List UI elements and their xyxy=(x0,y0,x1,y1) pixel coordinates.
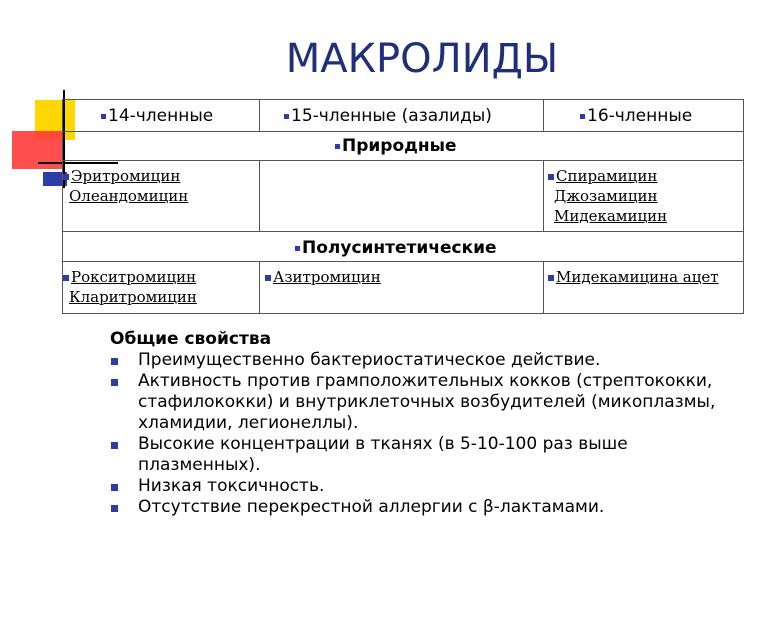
bullet-icon xyxy=(295,246,300,251)
semi-16-drugs xyxy=(548,267,719,287)
natural-16-drugs xyxy=(548,166,667,226)
property-item xyxy=(110,350,750,371)
bullet-icon xyxy=(580,114,585,119)
drug-link[interactable]: Джозамицин xyxy=(554,187,658,205)
header-14-membered xyxy=(101,106,213,126)
bullet-icon xyxy=(101,114,106,119)
header-15-membered xyxy=(284,106,492,126)
table-divider xyxy=(259,160,260,231)
macrolides-table xyxy=(62,99,744,314)
bullet-icon xyxy=(111,505,118,512)
bullet-icon xyxy=(284,114,289,119)
semi-14-drugs xyxy=(63,267,197,307)
drug-link[interactable]: Азитромицин xyxy=(273,268,381,286)
drug-link[interactable]: Рокситромицин xyxy=(71,268,197,286)
natural-section-label xyxy=(335,136,457,156)
semisynthetic-section-label xyxy=(295,238,497,258)
drug-link[interactable]: Спирамицин xyxy=(556,167,658,185)
semi-15-drugs xyxy=(265,267,381,287)
drug-item[interactable] xyxy=(548,267,719,287)
drug-link[interactable]: Кларитромицин xyxy=(69,288,197,306)
table-divider xyxy=(63,160,743,161)
header-label: 15-членные (азалиды) xyxy=(291,106,492,126)
bullet-icon xyxy=(63,174,69,180)
drug-item[interactable] xyxy=(63,287,197,307)
drug-link[interactable]: Эритромицин xyxy=(71,167,181,185)
drug-item[interactable] xyxy=(548,206,667,226)
table-divider xyxy=(543,160,544,231)
section-label: Полусинтетические xyxy=(302,238,497,258)
header-16-membered xyxy=(580,106,692,126)
property-text: Активность против грамположительных кокков (стрептококки, стафилококки) и внутриклеточных возбудителей (микоплазмы, хламидии, легионеллы). xyxy=(138,371,716,433)
natural-14-drugs xyxy=(63,166,188,206)
common-properties xyxy=(110,329,750,518)
drug-item[interactable] xyxy=(265,267,381,287)
property-item xyxy=(110,434,750,476)
table-divider xyxy=(543,261,544,313)
table-divider xyxy=(259,261,260,313)
table-divider xyxy=(63,231,743,232)
drug-item[interactable] xyxy=(548,186,667,206)
property-item xyxy=(110,497,750,518)
bullet-icon xyxy=(111,379,118,386)
header-label: 14-членные xyxy=(108,106,214,126)
drug-link[interactable]: Мидекамицин xyxy=(554,207,668,225)
bullet-icon xyxy=(335,144,340,149)
drug-link[interactable]: Олеандомицин xyxy=(69,187,189,205)
page-title: МАКРОЛИДЫ xyxy=(285,36,559,82)
table-divider xyxy=(259,100,260,131)
bullet-icon xyxy=(111,442,118,449)
properties-title: Общие свойства xyxy=(110,329,272,349)
property-text: Низкая токсичность. xyxy=(138,476,325,496)
section-label: Природные xyxy=(342,136,457,156)
bullet-icon xyxy=(111,358,118,365)
drug-item[interactable] xyxy=(63,166,188,186)
table-divider xyxy=(63,131,743,132)
property-text: Отсутствие перекрестной аллергии с β-лактамами. xyxy=(138,497,605,517)
property-item xyxy=(110,476,750,497)
bullet-icon xyxy=(111,484,118,491)
property-text: Высокие концентрации в тканях (в 5-10-100 раз выше плазменных). xyxy=(138,434,628,475)
bullet-icon xyxy=(265,275,271,281)
table-divider xyxy=(63,261,743,262)
property-item xyxy=(110,371,750,434)
drug-item[interactable] xyxy=(63,267,197,287)
drug-item[interactable] xyxy=(548,166,667,186)
drug-link[interactable]: Мидекамицина ацет xyxy=(556,268,719,286)
bullet-icon xyxy=(63,275,69,281)
property-text: Преимущественно бактериостатическое действие. xyxy=(138,350,601,370)
bullet-icon xyxy=(548,174,554,180)
table-divider xyxy=(543,100,544,131)
bullet-icon xyxy=(548,275,554,281)
header-label: 16-членные xyxy=(587,106,693,126)
drug-item[interactable] xyxy=(63,186,188,206)
